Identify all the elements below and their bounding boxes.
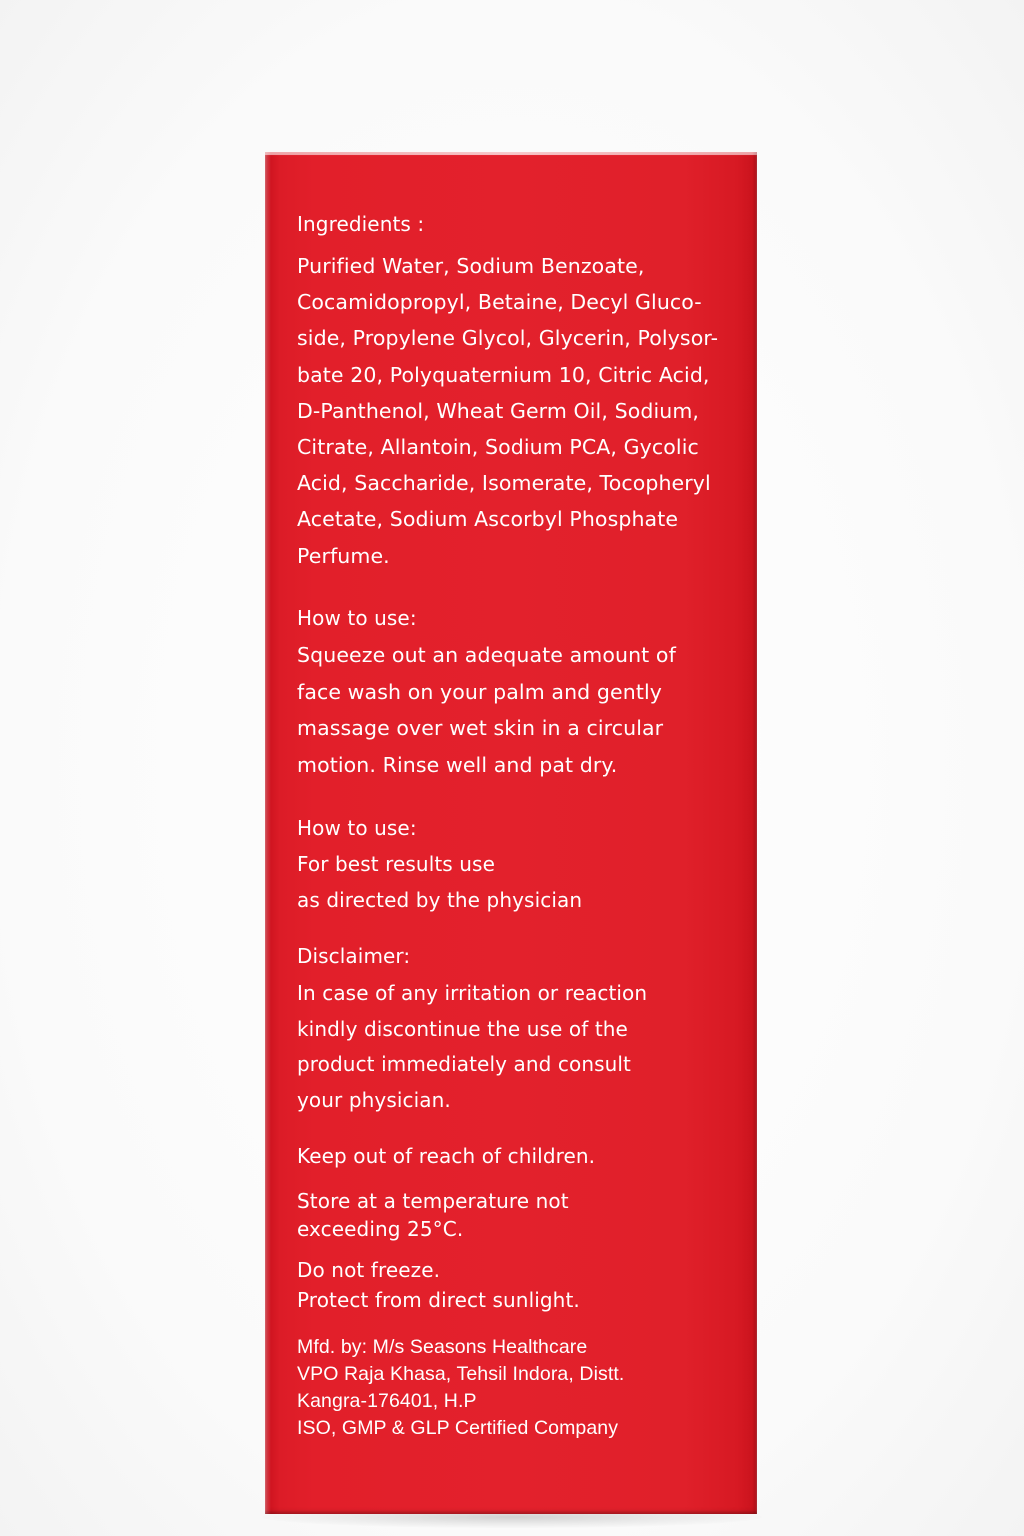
ingredients-line: side, Propylene Glycol, Glycerin, Polysor- [297, 326, 719, 351]
ingredients-line: Cocamidopropyl, Betaine, Decyl Gluco- [297, 290, 702, 315]
manufacturer-line: Mfd. by: M/s Seasons Healthcare [297, 1336, 588, 1358]
product-box-back-panel [265, 152, 757, 1514]
warning-line: Do not freeze. [297, 1258, 441, 1282]
ingredients-list [297, 248, 725, 574]
how-to-use-title: How to use: [297, 606, 417, 630]
how-to-use-instructions [297, 637, 725, 783]
how-to-use-line: For best results use [297, 852, 495, 876]
ingredients-line: Acetate, Sodium Ascorbyl Phosphate [297, 507, 679, 532]
disclaimer-title: Disclaimer: [297, 944, 411, 968]
ingredients-line: Purified Water, Sodium Benzoate, [297, 254, 645, 278]
ingredients-line: Citrate, Allantoin, Sodium PCA, Gycolic [297, 434, 699, 459]
storage-line: Store at a temperature not [297, 1189, 569, 1213]
disclaimer-line: your physician. [297, 1087, 451, 1112]
box-top-edge [265, 152, 757, 155]
how-to-use-line: massage over wet skin in a circular [297, 716, 664, 740]
ingredients-line: bate 20, Polyquaternium 10, Citric Acid, [297, 362, 710, 387]
ingredients-title: Ingredients : [297, 212, 425, 236]
ingredients-line: D-Panthenol, Wheat Germ Oil, Sodium, [297, 398, 700, 423]
disclaimer-text [297, 976, 725, 1118]
manufacturer-line: ISO, GMP & GLP Certified Company [297, 1417, 619, 1439]
freeze-sunlight-warning [297, 1255, 725, 1315]
manufacturer-line: Kangra-176401, H.P [297, 1390, 477, 1412]
how-to-use-line: as directed by the physician [297, 887, 583, 912]
box-left-edge [265, 152, 271, 1514]
how-to-use-title-2: How to use: [297, 816, 417, 840]
how-to-use-line: face wash on your palm and gently [297, 679, 662, 704]
how-to-use-line: Squeeze out an adequate amount of [297, 643, 676, 667]
box-right-edge [752, 152, 757, 1514]
manufacturer-info [297, 1334, 725, 1442]
disclaimer-line: In case of any irritation or reaction [297, 981, 648, 1005]
storage-instructions [297, 1187, 725, 1243]
storage-line: exceeding 25°C. [297, 1217, 464, 1241]
disclaimer-line: product immediately and consult [297, 1052, 631, 1076]
how-to-use-line: motion. Rinse well and pat dry. [297, 752, 618, 777]
ingredients-line: Acid, Saccharide, Isomerate, Tocopheryl [297, 471, 711, 496]
manufacturer-line: VPO Raja Khasa, Tehsil Indora, Distt. [297, 1363, 625, 1385]
disclaimer-line: kindly discontinue the use of the [297, 1016, 628, 1041]
ingredients-line: Perfume. [297, 543, 390, 568]
warning-line: Protect from direct sunlight. [297, 1288, 580, 1312]
box-bottom-edge [265, 1510, 757, 1514]
keep-out-of-reach: Keep out of reach of children. [297, 1144, 596, 1168]
how-to-use-directions [297, 847, 725, 918]
